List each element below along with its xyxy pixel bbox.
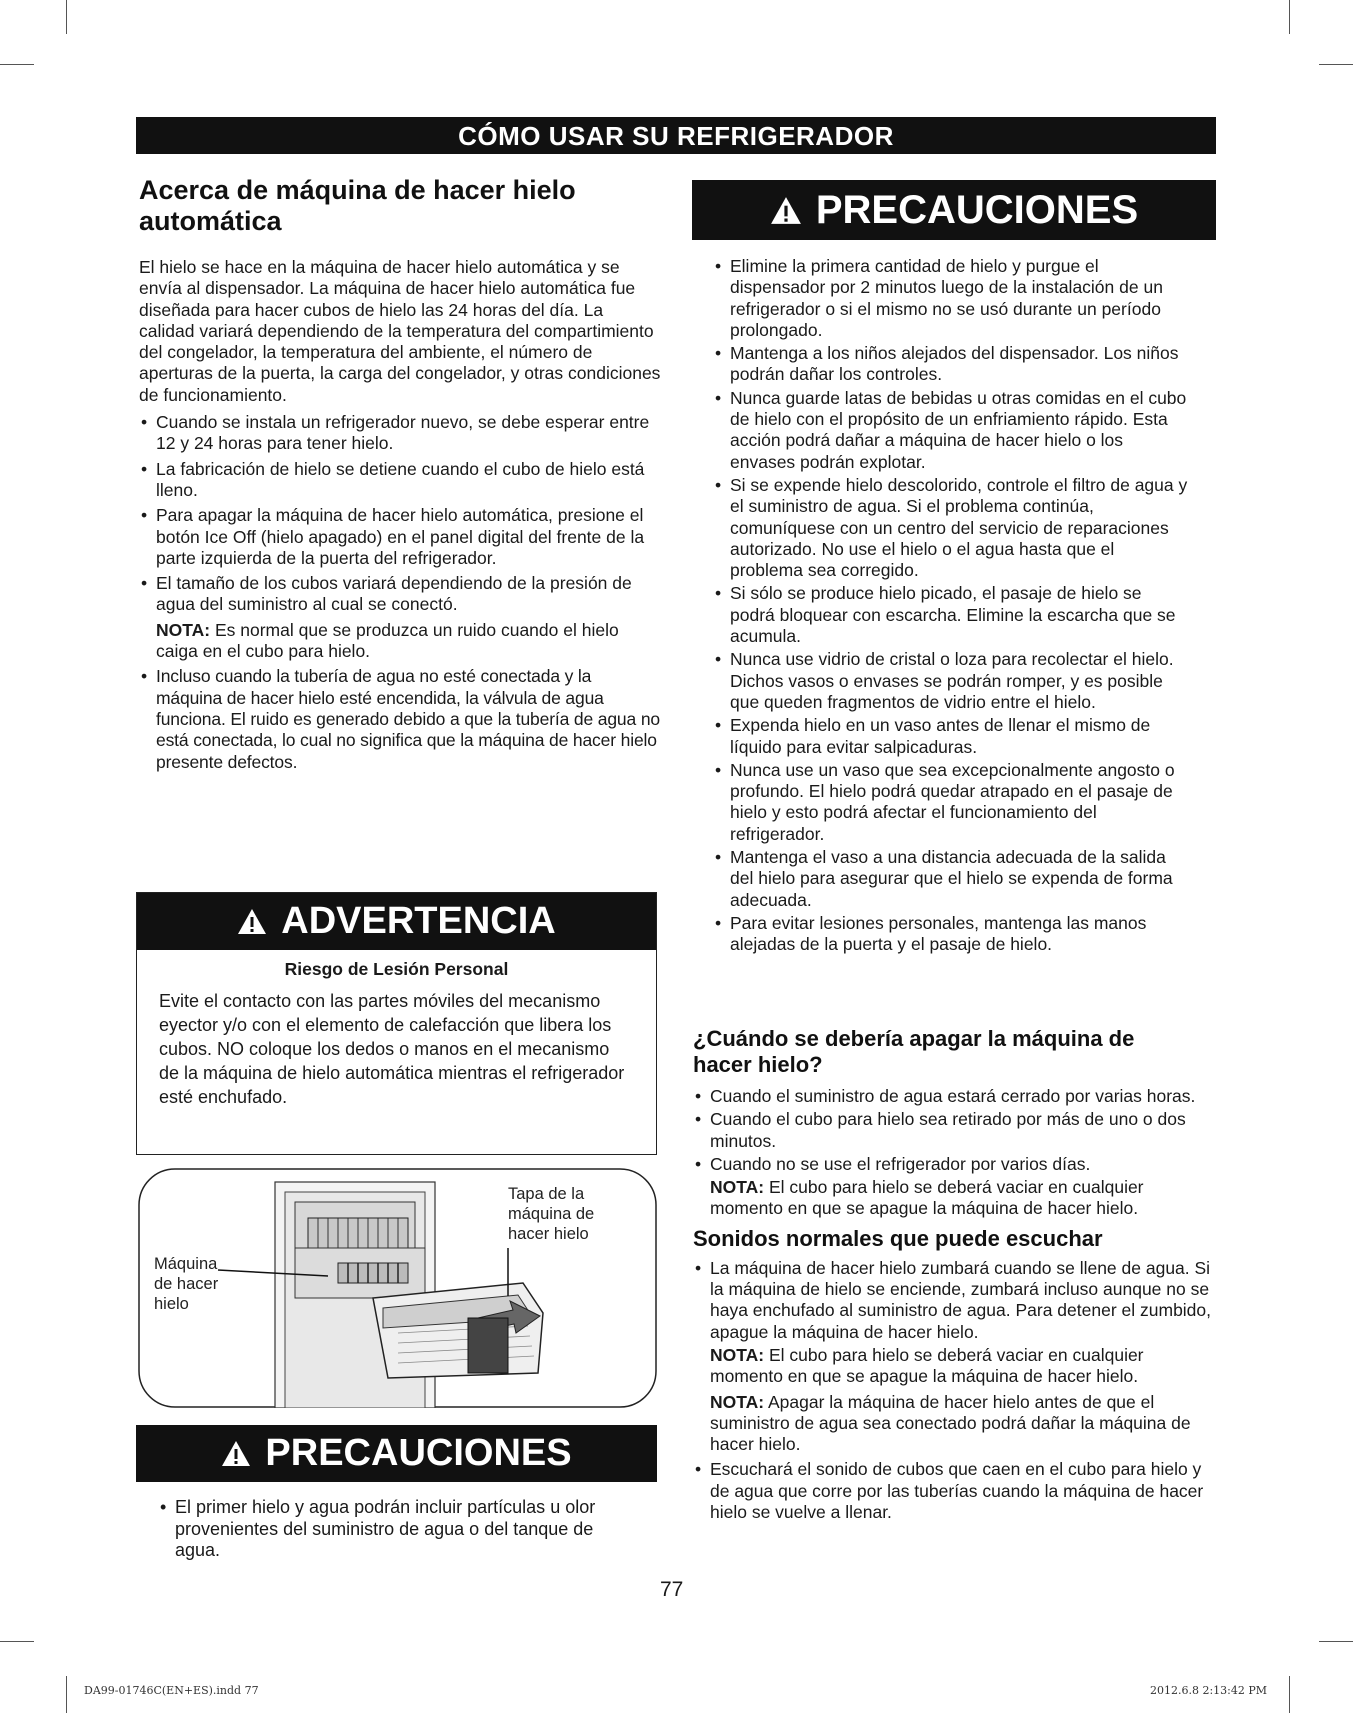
footer-timestamp: 2012.6.8 2:13:42 PM <box>1150 1684 1268 1697</box>
list-item: • Cuando el suministro de agua estará cerrado por varias horas. <box>695 1086 1196 1106</box>
warning-header <box>137 893 656 950</box>
crop-mark <box>1319 1641 1353 1642</box>
sounds-bullets <box>693 1258 1217 1343</box>
warning-triangle-icon <box>221 1440 251 1467</box>
crop-mark <box>1289 0 1290 34</box>
warning-triangle-icon <box>237 908 267 935</box>
sounds-bullets-extra <box>693 1459 1217 1523</box>
crop-mark <box>1289 1676 1290 1713</box>
list-item: • Para evitar lesiones personales, mantenga las manos alejadas de la puerta y el pasaje de hielo. <box>715 912 1147 955</box>
when-bullets <box>693 1086 1217 1175</box>
intro-paragraph: El hielo se hace en la máquina de hacer hielo automática y se envía al dispensador. La máquina de hacer hielo automática fue diseñada para hacer cubos de hielo las 24 horas del día. La calidad variará dependiendo de la temperatura del compartimiento del congelador, la temperatura del ambiente, el número de aperturas de la puerta, la carga del congelador, y otras condiciones de funcionamiento. <box>139 257 661 405</box>
list-item: • Cuando se instala un refrigerador nuevo, se debe esperar entre 12 y 24 horas para tener hielo. <box>141 412 650 454</box>
warning-triangle-icon <box>770 196 802 225</box>
list-item: • Si se expende hielo descolorido, controle el filtro de agua y el suministro de agua. Si el problema continúa, comuníquese con un centro del servicio de reparaciones autorizado. No use el hielo o el agua hasta que el problema sea corregido. <box>715 474 1188 581</box>
warning-text: Evite el contacto con las partes móviles del mecanismo eyector y/o con el elemento de calefacción que libera los cubos. NO coloque los dedos o manos en el mecanismo de la máquina de hielo automática mientras el refrigerador esté enchufado. <box>159 991 625 1107</box>
caution-title-right: PRECAUCIONES <box>815 187 1139 232</box>
ice-maker-bullets <box>139 412 661 616</box>
list-item: • Para apagar la máquina de hacer hielo automática, presione el botón Ice Off (hielo apagado) en el panel digital del frente de la parte izquierda de la puerta del refrigerador. <box>141 505 645 568</box>
list-item: • Expenda hielo en un vaso antes de llenar el mismo de líquido para evitar salpicaduras. <box>715 715 1151 757</box>
section-title-ice-maker: Acerca de máquina de hacer hielo automática <box>139 175 576 236</box>
figure-label-cover: Tapa de la máquina de hacer hielo <box>508 1185 595 1243</box>
list-item: • Nunca use vidrio de cristal o loza para recolectar el hielo. Dichos vasos o envases se podrán romper, y es posible que queden fragmentos de vidrio entre el hielo. <box>715 649 1174 712</box>
footer-file-info: DA99-01746C(EN+ES).indd 77 <box>84 1684 259 1697</box>
list-item: • La máquina de hacer hielo zumbará cuando se llene de agua. Si la máquina de hielo se enciende, zumbará incluso aunque no se haya enchufado al suministro de agua. Para detener el zumbido, apague la máquina de hacer hielo. <box>695 1257 1212 1342</box>
caution-title-left: PRECAUCIONES <box>265 1432 572 1474</box>
warning-subtitle: Riesgo de Lesión Personal <box>284 959 509 979</box>
list-item: • Escuchará el sonido de cubos que caen en el cubo para hielo y de agua que corre por las tuberías cuando la máquina de hacer hielo se vuelve a llenar. <box>695 1459 1204 1523</box>
list-item: • Nunca guarde latas de bebidas u otras comidas en el cubo de hielo con el propósito de un enfriamiento rápido. Esta acción podrá dañar a máquina de hacer hielo o los envases podrán explotar. <box>715 387 1187 472</box>
figure-label-ice-maker: Máquina de hacer hielo <box>154 1255 219 1313</box>
nota-note: NOTA: Es normal que se produzca un ruido cuando el hielo caiga en el cubo para hielo. <box>156 619 619 662</box>
warning-title: ADVERTENCIA <box>281 900 556 942</box>
page-number: 77 <box>660 1578 684 1601</box>
ice-maker-bullets-extra <box>139 666 661 772</box>
list-item: • Cuando no se use el refrigerador por varios días. <box>695 1153 1091 1174</box>
sounds-nota-2: NOTA: Apagar la máquina de hacer hielo antes de que el suministro de agua sea conectado podrá dañar la máquina de hacer hielo. <box>710 1391 1191 1455</box>
section-banner: CÓMO USAR SU REFRIGERADOR <box>136 117 1216 154</box>
when-title: ¿Cuándo se debería apagar la máquina de hacer hielo? <box>693 1026 1135 1077</box>
crop-mark <box>0 64 34 65</box>
list-item: • Elimine la primera cantidad de hielo y purgue el dispensador por 2 minutos luego de la instalación de un refrigerador o si el mismo no se usó durante un período prolongado. <box>715 256 1163 340</box>
list-item: • Si sólo se produce hielo picado, el pasaje de hielo se podrá bloquear con escarcha. Elimine la escarcha que se acumula. <box>715 583 1176 647</box>
left-column <box>139 175 661 777</box>
crop-mark <box>66 0 67 34</box>
list-item: • El primer hielo y agua podrán incluir partículas u olor provenientes del suministro de agua o del tanque de agua. <box>160 1497 596 1560</box>
list-item: • Mantenga a los niños alejados del dispensador. Los niños podrán dañar los controles. <box>715 343 1179 385</box>
list-item: • Nunca use un vaso que sea excepcionalmente angosto o profundo. El hielo podrá quedar atrapado en el pasaje de hielo y esto podrá afectar el funcionamiento del refrigerador. <box>715 759 1175 844</box>
warning-box <box>136 892 657 1155</box>
ice-maker-figure <box>138 1168 657 1408</box>
list-item: • Cuando el cubo para hielo sea retirado por más de uno o dos minutos. <box>695 1109 1186 1151</box>
crop-mark <box>1319 64 1353 65</box>
when-nota: NOTA: El cubo para hielo se deberá vaciar en cualquier momento en que se apague la máquina de hacer hielo. <box>710 1177 1144 1219</box>
sounds-title: Sonidos normales que puede escuchar <box>693 1225 1103 1251</box>
list-item: • Incluso cuando la tubería de agua no esté conectada y la máquina de hacer hielo esté encendida, la válvula de agua funciona. El ruido es generado debido a que la tubería de agua no está conectada, lo cual no significa que la máquina de hacer hielo presente defectos. <box>141 666 660 772</box>
caution-header-right <box>692 180 1216 240</box>
crop-mark <box>66 1676 67 1713</box>
list-item: • Mantenga el vaso a una distancia adecuada de la salida del hielo para asegurar que el hielo se expenda de forma adecuada. <box>715 847 1173 910</box>
caution-bullets-left <box>158 1497 628 1566</box>
list-item: • La fabricación de hielo se detiene cuando el cubo de hielo está lleno. <box>141 458 645 500</box>
list-item: • El tamaño de los cubos variará dependiendo de la presión de agua del suministro al cual se conectó. <box>141 573 632 615</box>
crop-mark <box>0 1641 34 1642</box>
caution-bullets-right <box>713 256 1191 958</box>
caution-header-left <box>136 1425 657 1482</box>
sounds-nota-1: NOTA: El cubo para hielo se deberá vaciar en cualquier momento en que se apague la máquina de hacer hielo. <box>710 1344 1144 1387</box>
when-section <box>693 1026 1217 1527</box>
